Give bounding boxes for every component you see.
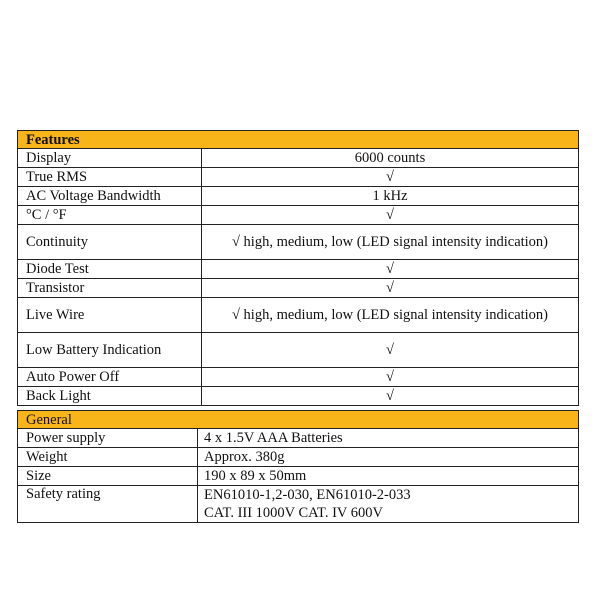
general-label-weight: Weight	[18, 448, 198, 467]
safety-rating-line-2: CAT. III 1000V CAT. IV 600V	[204, 505, 383, 521]
feature-value-true-rms: √	[202, 168, 579, 187]
feature-value-low-battery: √	[202, 333, 579, 368]
table-row	[18, 298, 579, 333]
table-row	[18, 187, 579, 206]
feature-label-auto-power-off: Auto Power Off	[18, 368, 202, 387]
general-value-weight: Approx. 380g	[198, 448, 579, 467]
features-header-row	[18, 131, 579, 149]
table-row	[18, 448, 579, 467]
feature-value-display: 6000 counts	[202, 149, 579, 168]
feature-label-display: Display	[18, 149, 202, 168]
feature-value-auto-power-off: √	[202, 368, 579, 387]
feature-label-ac-bandwidth: AC Voltage Bandwidth	[18, 187, 202, 206]
feature-value-live-wire: √ high, medium, low (LED signal intensity indication)	[202, 298, 579, 333]
general-label-size: Size	[18, 467, 198, 486]
feature-label-back-light: Back Light	[18, 387, 202, 406]
general-label-safety-rating: Safety rating	[18, 486, 198, 523]
feature-value-temperature: √	[202, 206, 579, 225]
general-value-power-supply: 4 x 1.5V AAA Batteries	[198, 429, 579, 448]
table-row	[18, 149, 579, 168]
table-row	[18, 168, 579, 187]
features-header: Features	[18, 131, 579, 149]
table-row	[18, 429, 579, 448]
feature-label-temperature: °C / °F	[18, 206, 202, 225]
table-row	[18, 467, 579, 486]
feature-value-back-light: √	[202, 387, 579, 406]
table-row	[18, 387, 579, 406]
feature-label-live-wire: Live Wire	[18, 298, 202, 333]
table-row	[18, 368, 579, 387]
table-row	[18, 333, 579, 368]
table-row	[18, 260, 579, 279]
feature-label-continuity: Continuity	[18, 225, 202, 260]
feature-value-ac-bandwidth: 1 kHz	[202, 187, 579, 206]
feature-label-true-rms: True RMS	[18, 168, 202, 187]
general-value-size: 190 x 89 x 50mm	[198, 467, 579, 486]
general-value-safety-rating	[198, 486, 579, 523]
table-row	[18, 279, 579, 298]
feature-value-diode-test: √	[202, 260, 579, 279]
feature-value-transistor: √	[202, 279, 579, 298]
feature-value-continuity: √ high, medium, low (LED signal intensity indication)	[202, 225, 579, 260]
table-row	[18, 225, 579, 260]
general-header: General	[18, 411, 579, 429]
safety-rating-line-1: EN61010-1,2-030, EN61010-2-033	[204, 487, 411, 503]
features-table	[17, 130, 579, 406]
general-label-power-supply: Power supply	[18, 429, 198, 448]
feature-label-low-battery: Low Battery Indication	[18, 333, 202, 368]
feature-label-transistor: Transistor	[18, 279, 202, 298]
feature-label-diode-test: Diode Test	[18, 260, 202, 279]
general-header-row	[18, 411, 579, 429]
table-row	[18, 486, 579, 523]
general-table	[17, 410, 579, 523]
table-row	[18, 206, 579, 225]
spec-sheet	[17, 130, 579, 523]
